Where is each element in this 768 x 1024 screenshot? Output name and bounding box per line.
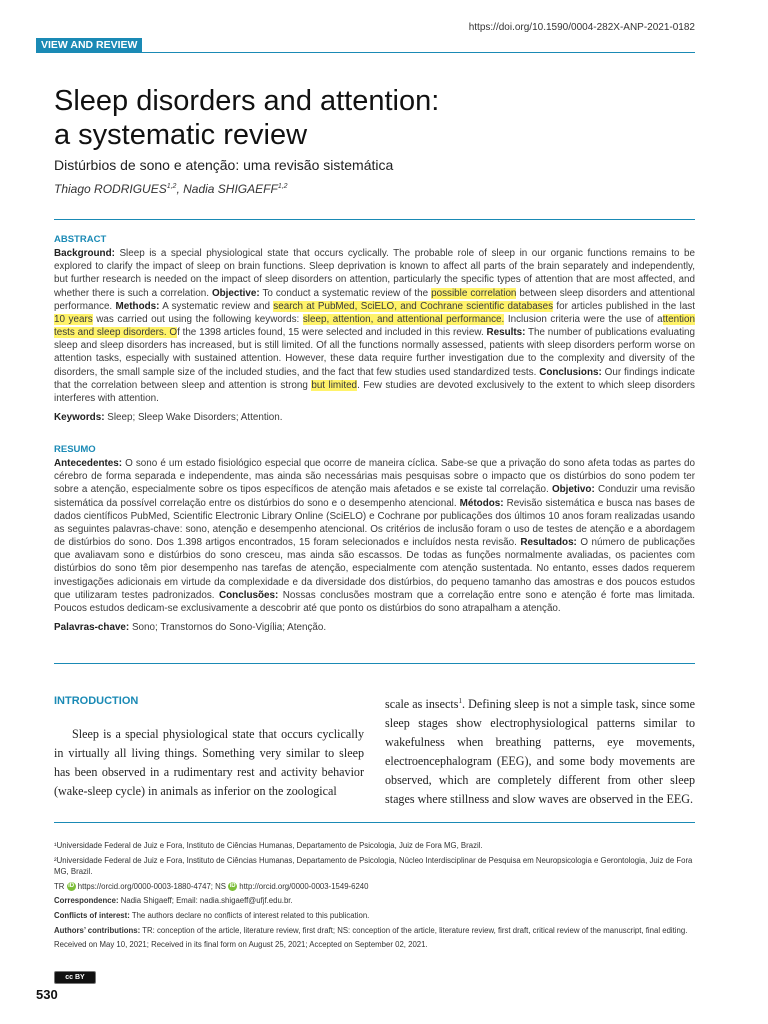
abstract-methods-text-5: f the 1398 articles found, 15 were selected and included in this review.: [177, 327, 487, 339]
authors-line: [54, 182, 288, 196]
intro-column-left: [54, 693, 364, 801]
keywords-label: Keywords:: [54, 412, 105, 424]
section-badge: VIEW AND REVIEW: [36, 38, 142, 53]
contributions-text: TR: conception of the article, literature review, first draft; NS: conception of the article, literature review, first draft, critical review of the manuscript, final editing.: [140, 925, 688, 935]
author-1: Thiago RODRIGUES: [54, 182, 167, 196]
doi-link[interactable]: https://doi.org/10.1590/0004-282X-ANP-2021-0182: [468, 22, 695, 33]
intro-text-a: scale as insects: [385, 697, 459, 712]
resumo-keywords: [54, 621, 695, 634]
cc-license-icon: cc BY: [54, 971, 96, 984]
author-2: Nadia SHIGAEFF: [183, 182, 278, 196]
author-separator: ,: [176, 182, 184, 196]
abstract-objective-text-2: between sleep disorders and attentional performance.: [54, 287, 696, 312]
abstract-highlight: but limited: [311, 379, 358, 391]
affiliation-2: ²Universidade Federal de Juiz e Fora, Instituto de Ciências Humanas, Departamento de Psicologia, Núcleo Interdisciplinar de Pesquisa em Neuropsicologia e Gerontologia, Juiz de Fora MG, Brazil.: [54, 855, 693, 877]
resumo-objetivo-text: Conduzir uma revisão sistemática da possível correlação entre os distúrbios do sono e o desempenho atencional.: [54, 484, 695, 509]
resumo-antecedentes-text: O sono é um estado fisiológico especial que ocorre de maneira cíclica. Sabe-se que a privação do sono afeta todas as partes do cérebro de forma separada e independente, mas ainda são necessárias mais pesquisas sobre o impacto que os distúrbios do sono podem ter sobre a atenção, especialmente sobre os tipos específicos de atenção mais afetados e se existe tal correlação.: [54, 458, 695, 496]
orcid-line: [54, 881, 695, 893]
resumo-conclusoes-label: Conclusões:: [219, 589, 279, 601]
orcid-tr-label: TR: [54, 881, 67, 891]
citation-ref: 1: [458, 697, 462, 705]
title-line-1: Sleep disorders and attention:: [54, 85, 440, 117]
correspondence-text: Nadia Shigaeff; Email: nadia.shigaeff@ufjf.edu.br.: [118, 896, 293, 906]
resumo-metodos-text: Revisão sistemática e busca nas bases de dados científicos PubMed, Scientific Electronic Library Online (SciELO) e Cochrane por publicações dos últimos 10 anos foram realizadas usando as seguintes palavras-chave: sono, atenção e desempenho atencional. Os critérios de inclusão foram o uso de testes de atenção e a abordagem de distúrbios do sono. Dos 1.398 artigos encontrados, 15 foram selecionados e incluídos nesta revisão.: [54, 497, 696, 549]
contributions: [54, 925, 695, 937]
intro-text-b: . Defining sleep is not a simple task, since some sleep stages show electrophysiological patterns similar to wakefulness when breathing patterns, eye movements, electroencephalogram (EEG), and some body movements are observed, which are completely different from other sleep stages where stillness and slow waves are observed in the EEG.: [385, 697, 695, 807]
author-1-affiliation: 1,2: [166, 183, 177, 190]
abstract-methods-text-1: A systematic review and: [159, 300, 274, 312]
abstract-body: [54, 247, 695, 405]
page-number: 530: [36, 987, 58, 1002]
footnotes: [54, 840, 695, 954]
orcid-icon: iD: [68, 883, 75, 890]
abstract-highlight: search at PubMed, SciELO, and Cochrane scientific databases: [273, 300, 554, 312]
orcid-icon: iD: [229, 883, 236, 890]
abstract-objective-label: Objective:: [211, 287, 260, 299]
abstract-highlight: sleep, attention, and attentional performance.: [302, 313, 505, 325]
orcid-ns-link[interactable]: http://orcid.org/0000-0003-1549-6240: [237, 881, 369, 891]
abstract-background-text: Sleep is a special physiological state that occurs cyclically. The probable role of sleep in our organic functions remains to be explored to clarify the impact of sleep on brain functions. Sleep deprivation is known to affect all parts of the brain separately and independently, but further research is needed on the impact of sleep disorders on attention, particularly the specific types of attention that are most affected, and whether there is such a correlation.: [54, 248, 695, 299]
abstract-highlight: 10 years: [54, 313, 93, 325]
title-line-2: a systematic review: [54, 119, 308, 151]
resumo-section: [54, 443, 695, 634]
abstract-results-text: The number of publications evaluating sleep and sleep disorders has increased, but is still limited. Of all the functions normally assessed, patients with sleep disorders perform worse on attention tasks, especially with sustained attention. However, these data require further investigation due to the complexity and diversity of the disorders, the small sample size of the included studies, and the fact that few studies used standardized tests.: [54, 327, 695, 378]
intro-paragraph-1: Sleep is a special physiological state that occurs cyclically in virtually all living things. Something very similar to sleep has been observed in a rudimentary rest and activity behavior (wake-sleep cycle) in animals as inferior on the zoological: [54, 727, 364, 798]
correspondence-label: Correspondence:: [54, 896, 119, 906]
resumo-antecedentes-label: Antecedentes:: [54, 458, 123, 470]
resumo-conclusoes-text: Nossas conclusões mostram que a correlação entre sono e atenção é forte mas limitada. Poucos estudos dedicam-se exclusivamente a descobrir até que ponto os distúrbios do sono atrapalham a atenção.: [54, 589, 695, 614]
section-divider: [36, 52, 695, 53]
article-subtitle: Distúrbios de sono e atenção: uma revisão sistemática: [54, 157, 394, 173]
resumo-body: [54, 457, 695, 615]
resumo-resultados-text: O número de publicações que avaliavam sono e distúrbios do sono cresceu, mas ainda são escassos. De todas as funções normalmente avaliadas, os pacientes com distúrbios do sono têm pior desempenho nas tarefas de atenção, especialmente com atenção sustentada. No entanto, esses dados requerem investigações adicionais em virtude da complexidade e da diversidade dos distúrbios, do pequeno tamanho das amostras e dos poucos estudos que utilizaram testes padronizados.: [54, 537, 695, 601]
author-2-affiliation: 1,2: [277, 183, 288, 190]
abstract-methods-text-4: Inclusion criteria were the use of a: [504, 313, 663, 325]
orcid-tr-link[interactable]: https://orcid.org/0000-0003-1880-4747;: [75, 881, 216, 891]
abstract-conclusions-text-1: Our findings indicate that the correlation between sleep and attention is strong: [54, 366, 695, 391]
orcid-ns-label: NS: [215, 881, 229, 891]
abstract-methods-text-2: for articles published in the last: [553, 300, 695, 312]
abstract-top-rule: [54, 219, 695, 220]
introduction-heading: INTRODUCTION: [54, 695, 139, 707]
correspondence: [54, 895, 695, 907]
affiliation-1: ¹Universidade Federal de Juiz e Fora, Instituto de Ciências Humanas, Departamento de Psicologia, Juiz de Fora MG, Brazil.: [54, 841, 483, 850]
keywords-text: Sleep; Sleep Wake Disorders; Attention.: [104, 412, 283, 424]
abstract-conclusions-text-2: . Few studies are devoted exclusively to the extent to which sleep disorders interferes with attention.: [54, 379, 695, 404]
resumo-resultados-label: Resultados:: [520, 537, 577, 549]
abstract-methods-label: Methods:: [115, 300, 160, 312]
received-dates: Received on May 10, 2021; Received in its final form on August 25, 2021; Accepted on September 02, 2021.: [54, 940, 428, 950]
abstract-background-label: Background:: [54, 248, 115, 260]
abstract-objective-text-1: To conduct a systematic review of the: [259, 287, 432, 299]
abstract-bottom-rule: [54, 663, 695, 664]
abstract-conclusions-label: Conclusions:: [539, 366, 602, 378]
abstract-methods-text-3: was carried out using the following keywords:: [92, 313, 303, 325]
abstract-highlight: ttention tests and sleep disorders. O: [54, 313, 695, 339]
contributions-label: Authors’ contributions:: [54, 925, 141, 935]
conflicts-label: Conflicts of interest:: [54, 910, 130, 920]
conflicts: [54, 910, 695, 922]
footnote-rule: [54, 822, 695, 823]
palavras-chave-label: Palavras-chave:: [54, 622, 130, 634]
article-title: [54, 84, 674, 152]
palavras-chave-text: Sono; Transtornos do Sono-Vigília; Atenção.: [129, 622, 327, 634]
resumo-objetivo-label: Objetivo:: [551, 484, 595, 496]
conflicts-text: The authors declare no conflicts of interest related to this publication.: [129, 910, 370, 920]
abstract-heading: ABSTRACT: [54, 234, 107, 245]
resumo-metodos-label: Métodos:: [459, 497, 504, 509]
abstract-highlight: possible correlation: [431, 287, 517, 299]
intro-column-right: [385, 692, 695, 809]
intro-paragraph-2: [385, 692, 695, 809]
resumo-heading: RESUMO: [54, 444, 96, 455]
abstract-section: [54, 233, 695, 424]
abstract-results-label: Results:: [486, 327, 526, 339]
abstract-keywords: [54, 411, 695, 424]
